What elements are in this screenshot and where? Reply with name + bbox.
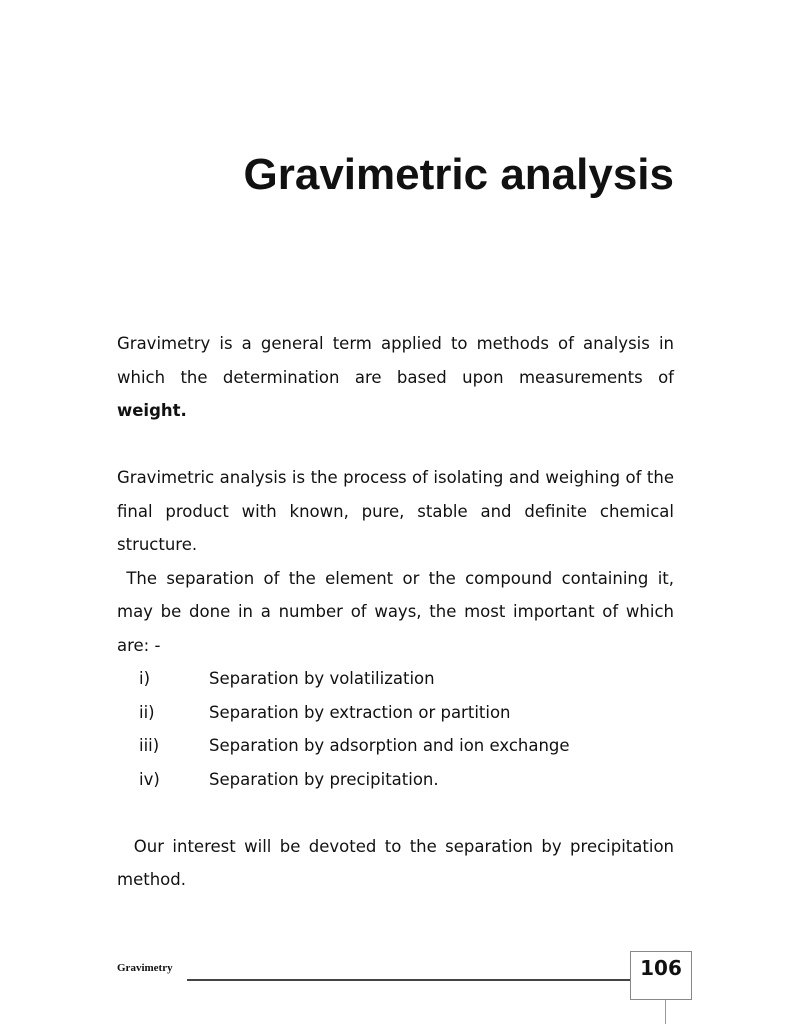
bold-term: weight.	[117, 401, 187, 420]
list-item	[117, 662, 674, 696]
paragraph-gravimetry-definition	[117, 327, 674, 428]
paragraph-gravimetric-analysis: Gravimetric analysis is the process of isolating and weighing of the final product with known, pure, stable and definite chemical structure.	[117, 468, 674, 554]
page-title: Gravimetric analysis	[243, 150, 674, 199]
list-item	[117, 729, 674, 763]
footer-rule	[187, 979, 632, 981]
list-item	[117, 696, 674, 730]
list-number: iii)	[139, 736, 160, 755]
list-number: ii)	[139, 702, 155, 722]
list-text: Separation by extraction or partition	[209, 702, 511, 722]
page-number-tail	[665, 1000, 666, 1024]
page-number: 106	[630, 951, 692, 1000]
list-text: Separation by precipitation.	[209, 769, 439, 789]
list-number: i)	[139, 669, 151, 688]
list-text: Separation by volatilization	[209, 669, 435, 688]
paragraph-interest: Our interest will be devoted to the separation by precipitation method.	[117, 836, 674, 889]
list-item	[117, 763, 674, 797]
body-text	[117, 327, 674, 897]
footer-label: Gravimetry	[117, 962, 173, 974]
paragraph-separation: The separation of the element or the compound containing it, may be done in a number of ways, the most important of which are: -	[117, 568, 674, 655]
list-number: iv)	[139, 769, 160, 789]
list-text: Separation by adsorption and ion exchange	[209, 736, 570, 755]
paragraph-text: Gravimetry is a general term applied to methods of analysis in which the determination are based upon measurements of	[117, 334, 674, 387]
